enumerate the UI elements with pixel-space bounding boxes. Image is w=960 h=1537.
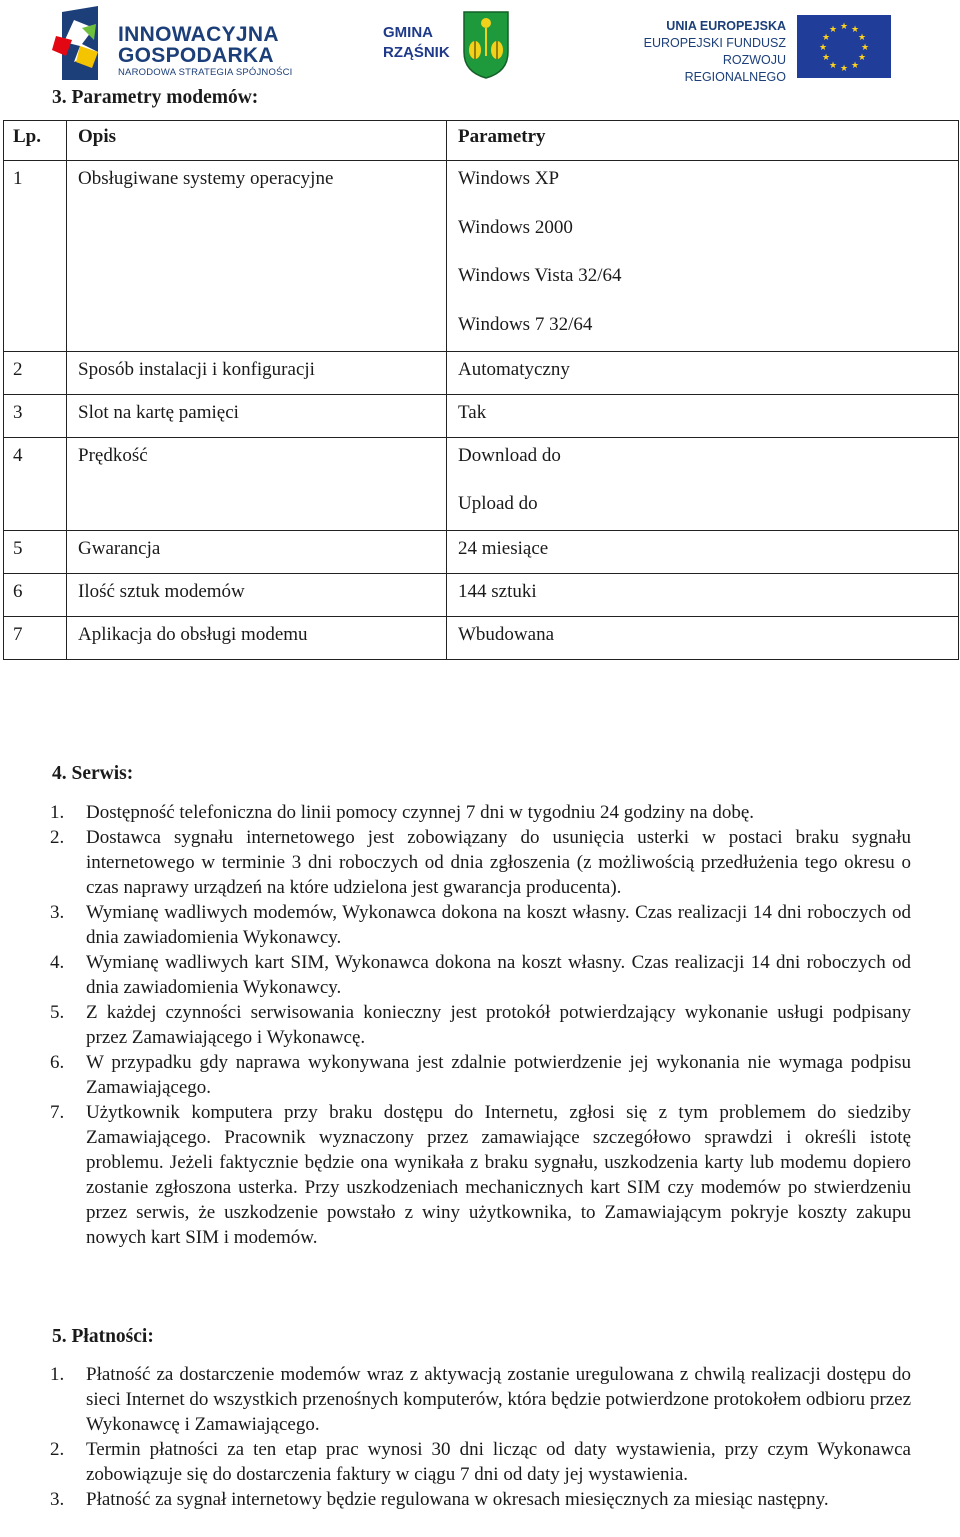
list-item: 1. Dostępność telefoniczna do linii pomocy czynnej 7 dni w tygodniu 24 godziny na dobę.: [50, 802, 755, 823]
table-header-row: [4, 121, 959, 161]
table-row: [4, 437, 959, 531]
cell-parametry: 144 sztuki: [447, 574, 959, 617]
payments-list: [50, 1362, 911, 1512]
svg-text:★: ★: [839, 64, 849, 74]
list-item: 1. Płatność za dostarczenie modemów wraz z aktywacją zostanie uregulowana z chwilą realizacji dostępu do sieci Internet do wszystkich przenośnych komputerów, która będzie potwierdzone protokołem odbioru przez Wykonawcę i Zamawiającego.: [50, 1364, 912, 1435]
modem-parameters-table: [3, 120, 959, 660]
list-item: 4. Wymianę wadliwych kart SIM, Wykonawca dokona na koszt własny. Czas realizacji 14 dni roboczych od dnia zawiadomienia Wykonawcy.: [50, 952, 911, 998]
section4-heading: 4. Serwis:: [52, 763, 134, 784]
list-item: 2. Termin płatności za ten etap prac wynosi 30 dni licząc od daty wystawienia, przy czym Wykonawca zobowiązuje się do dostarczenia faktury w ciągu 7 dni od daty jej wystawienia.: [50, 1439, 911, 1485]
cell-parametry: Tak: [447, 394, 959, 437]
cell-opis: Prędkość: [67, 437, 447, 531]
cell-lp: 4: [4, 437, 67, 531]
param-line: Windows Vista 32/64: [458, 265, 622, 286]
cell-opis: Sposób instalacji i konfiguracji: [67, 351, 447, 394]
eu-wordmark: [626, 18, 786, 86]
cell-lp: 5: [4, 531, 67, 574]
svg-text:★: ★: [850, 25, 860, 35]
cell-parametry: 24 miesiące: [447, 531, 959, 574]
ig-wordmark: [118, 24, 293, 79]
svg-text:★: ★: [818, 43, 828, 53]
ig-line3: NARODOWA STRATEGIA SPÓJNOŚCI: [118, 67, 293, 78]
cell-lp: 2: [4, 351, 67, 394]
cell-lp: 3: [4, 394, 67, 437]
col-opis-header: Opis: [67, 121, 447, 161]
cell-opis: Ilość sztuk modemów: [67, 574, 447, 617]
gmina-rzasnik-logo: [383, 8, 533, 82]
param-line: Windows 2000: [458, 216, 573, 238]
ig-star-mark-icon: [52, 6, 112, 80]
section3-heading: 3. Parametry modemów:: [52, 87, 259, 108]
cell-parametry: [447, 437, 959, 531]
table-row: [4, 394, 959, 437]
list-item: 3. Wymianę wadliwych modemów, Wykonawca dokona na koszt własny. Czas realizacji 14 dni roboczych od dnia zawiadomienia Wykonawcy.: [50, 902, 911, 948]
list-item: 5. Z każdej czynności serwisowania konieczny jest protokół potwierdzający wykonanie usługi podpisany przez Zamawiającego i Wykonawcę.: [50, 1002, 911, 1048]
service-list: [50, 800, 911, 1250]
cell-lp: 7: [4, 617, 67, 660]
svg-text:★: ★: [821, 33, 831, 43]
gmina-line2: RZĄŚNIK: [383, 44, 450, 61]
gmina-line1: GMINA: [383, 24, 433, 41]
cell-parametry: [447, 161, 959, 352]
table-row: [4, 574, 959, 617]
cell-parametry: Wbudowana: [447, 617, 959, 660]
eu-line3: ROZWOJU REGIONALNEGO: [684, 53, 786, 84]
eu-flag-icon: [797, 15, 891, 78]
col-parametry-header: Parametry: [447, 121, 959, 161]
table-row: [4, 531, 959, 574]
param-line: Windows XP: [458, 168, 560, 189]
header-logos: [0, 0, 960, 86]
gmina-wordmark: [383, 23, 450, 63]
table-row: [4, 351, 959, 394]
ig-line1: INNOWACYJNA: [118, 23, 279, 46]
svg-text:★: ★: [828, 61, 838, 71]
gmina-crest-icon: [462, 10, 510, 80]
svg-text:★: ★: [821, 53, 831, 63]
cell-opis: Aplikacja do obsługi modemu: [67, 617, 447, 660]
list-item: 7. Użytkownik komputera przy braku dostępu do Internetu, zgłosi się z tym problemem do siedziby Zamawiającego. Pracownik wyznaczony przez zamawiające szczegółowo sprawdzi i określi istotę problemu. Jeżeli faktycznie będzie ona wynikała z braku sygnału, uszkodzenia karty lub modemu dopiero zostanie zgłoszona usterka. Przy uszkodzeniach mechanicznych kart SIM czy modemów po stwierdzeniu przez serwis, że uszkodzenie powstało z winy użytkownika, to Zamawiającym pokryje koszty zakupu nowych kart SIM i modemów.: [50, 1102, 911, 1248]
param-line: Download do: [458, 444, 561, 466]
list-item: 6. W przypadku gdy naprawa wykonywana jest zdalnie potwierdzenie jej wykonania nie wymaga podpisu Zamawiającego.: [50, 1052, 911, 1098]
svg-text:★: ★: [828, 25, 838, 35]
col-lp-header: Lp.: [4, 121, 67, 161]
ig-line2: GOSPODARKA: [118, 44, 274, 67]
eu-line2: EUROPEJSKI FUNDUSZ: [643, 36, 786, 50]
list-item: 3. Płatność za sygnał internetowy będzie regulowana w okresach miesięcznych za miesiąc następny.: [50, 1489, 829, 1510]
cell-parametry: Automatyczny: [447, 351, 959, 394]
table-row: [4, 617, 959, 660]
section5-heading: 5. Płatności:: [52, 1326, 154, 1347]
eu-fund-logo: [626, 13, 896, 84]
cell-lp: 1: [4, 161, 67, 352]
cell-lp: 6: [4, 574, 67, 617]
innowacyjna-gospodarka-logo: [52, 6, 302, 80]
svg-text:★: ★: [857, 53, 867, 63]
svg-text:★: ★: [839, 22, 849, 32]
cell-opis: Slot na kartę pamięci: [67, 394, 447, 437]
param-line: Upload do: [458, 493, 538, 514]
cell-opis: Gwarancja: [67, 531, 447, 574]
table-row: [4, 161, 959, 352]
eu-line1: UNIA EUROPEJSKA: [666, 19, 786, 33]
svg-text:★: ★: [857, 33, 867, 43]
list-item: 2. Dostawca sygnału internetowego jest zobowiązany do usunięcia usterki w postaci braku sygnału internetowego w terminie 3 dni roboczych od dnia zgłoszenia (z możliwością przedłużenia tego okresu o czas naprawy urządzeń na które udzielona jest gwarancja producenta).: [50, 827, 911, 898]
param-line: Windows 7 32/64: [458, 313, 593, 335]
cell-opis: Obsługiwane systemy operacyjne: [67, 161, 447, 352]
svg-text:★: ★: [850, 61, 860, 71]
svg-text:★: ★: [860, 43, 870, 53]
